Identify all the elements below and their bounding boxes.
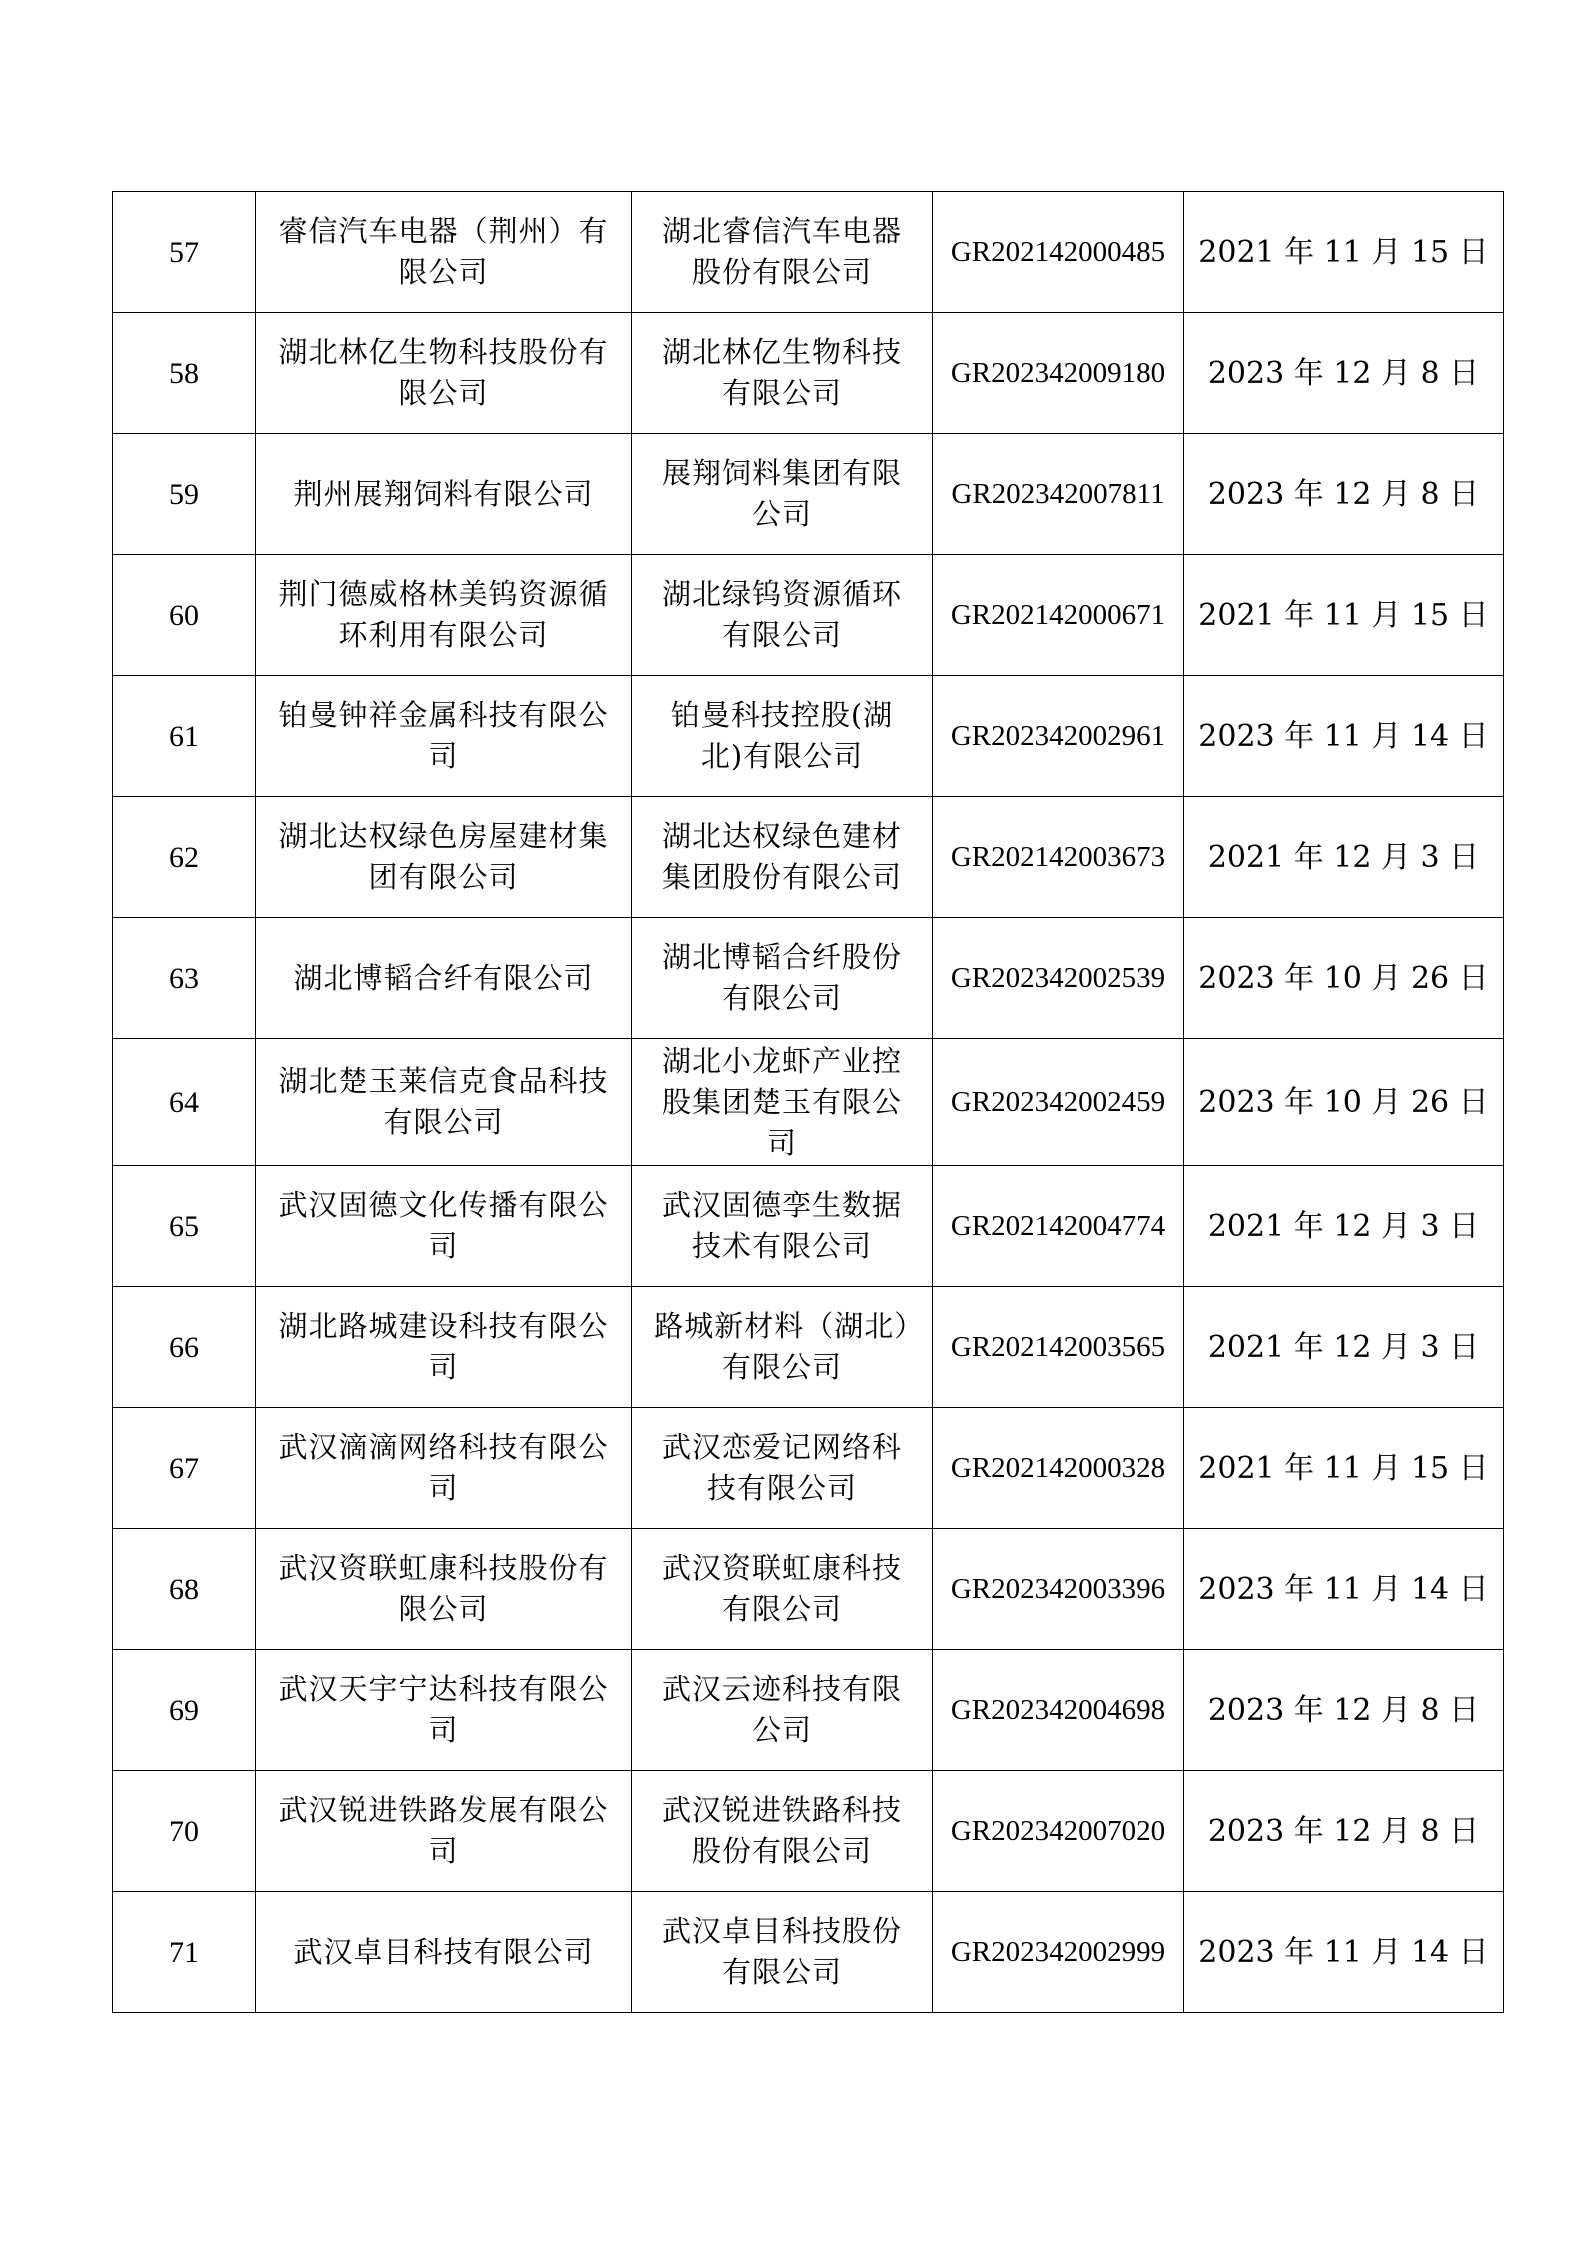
certificate-number: GR202142004774 — [933, 1166, 1184, 1287]
table-row — [113, 797, 1504, 918]
parent-company-name: 湖北林亿生物科技有限公司 — [632, 313, 933, 434]
company-name: 武汉滴滴网络科技有限公司 — [256, 1408, 632, 1529]
parent-company-name: 湖北达权绿色建材集团股份有限公司 — [632, 797, 933, 918]
table-row — [113, 1166, 1504, 1287]
issue-date: 2023 年 10 月 26 日 — [1184, 918, 1504, 1039]
issue-date: 2023 年 12 月 8 日 — [1184, 313, 1504, 434]
issue-date: 2021 年 12 月 3 日 — [1184, 1287, 1504, 1408]
parent-company-name: 湖北小龙虾产业控股集团楚玉有限公司 — [632, 1039, 933, 1166]
issue-date: 2023 年 10 月 26 日 — [1184, 1039, 1504, 1166]
company-name: 武汉天宇宁达科技有限公司 — [256, 1650, 632, 1771]
company-name: 湖北路城建设科技有限公司 — [256, 1287, 632, 1408]
certificate-number: GR202342002999 — [933, 1892, 1184, 2013]
parent-company-name: 铂曼科技控股(湖北)有限公司 — [632, 676, 933, 797]
certificate-number: GR202142003565 — [933, 1287, 1184, 1408]
certificate-number: GR202342007811 — [933, 434, 1184, 555]
table-row — [113, 313, 1504, 434]
certificate-number: GR202342004698 — [933, 1650, 1184, 1771]
issue-date: 2023 年 12 月 8 日 — [1184, 1650, 1504, 1771]
certificate-number: GR202142000485 — [933, 192, 1184, 313]
table-row — [113, 555, 1504, 676]
issue-date: 2021 年 12 月 3 日 — [1184, 797, 1504, 918]
parent-company-name: 路城新材料（湖北）有限公司 — [632, 1287, 933, 1408]
table-row — [113, 1408, 1504, 1529]
parent-company-name: 湖北博韬合纤股份有限公司 — [632, 918, 933, 1039]
certificate-number: GR202342003396 — [933, 1529, 1184, 1650]
certificate-number: GR202142003673 — [933, 797, 1184, 918]
parent-company-name: 武汉恋爱记网络科技有限公司 — [632, 1408, 933, 1529]
table-row — [113, 1529, 1504, 1650]
row-number: 61 — [113, 676, 256, 797]
company-name: 武汉资联虹康科技股份有限公司 — [256, 1529, 632, 1650]
parent-company-name: 武汉云迹科技有限公司 — [632, 1650, 933, 1771]
row-number: 63 — [113, 918, 256, 1039]
table-row — [113, 1771, 1504, 1892]
parent-company-name: 武汉资联虹康科技有限公司 — [632, 1529, 933, 1650]
table-row — [113, 1892, 1504, 2013]
row-number: 62 — [113, 797, 256, 918]
issue-date: 2023 年 11 月 14 日 — [1184, 676, 1504, 797]
row-number: 65 — [113, 1166, 256, 1287]
parent-company-name: 湖北睿信汽车电器股份有限公司 — [632, 192, 933, 313]
row-number: 58 — [113, 313, 256, 434]
parent-company-name: 武汉固德孪生数据技术有限公司 — [632, 1166, 933, 1287]
company-name: 湖北达权绿色房屋建材集团有限公司 — [256, 797, 632, 918]
issue-date: 2023 年 12 月 8 日 — [1184, 1771, 1504, 1892]
company-name: 武汉固德文化传播有限公司 — [256, 1166, 632, 1287]
company-name: 睿信汽车电器（荆州）有限公司 — [256, 192, 632, 313]
row-number: 67 — [113, 1408, 256, 1529]
issue-date: 2021 年 11 月 15 日 — [1184, 555, 1504, 676]
table-body — [113, 192, 1504, 2013]
parent-company-name: 武汉卓目科技股份有限公司 — [632, 1892, 933, 2013]
certificate-number: GR202342002459 — [933, 1039, 1184, 1166]
parent-company-name: 展翔饲料集团有限公司 — [632, 434, 933, 555]
company-name: 武汉卓目科技有限公司 — [256, 1892, 632, 2013]
issue-date: 2021 年 11 月 15 日 — [1184, 1408, 1504, 1529]
certificate-number: GR202342007020 — [933, 1771, 1184, 1892]
row-number: 70 — [113, 1771, 256, 1892]
parent-company-name: 湖北绿钨资源循环有限公司 — [632, 555, 933, 676]
row-number: 57 — [113, 192, 256, 313]
table-row — [113, 1039, 1504, 1166]
company-name: 铂曼钟祥金属科技有限公司 — [256, 676, 632, 797]
row-number: 66 — [113, 1287, 256, 1408]
parent-company-name: 武汉锐进铁路科技股份有限公司 — [632, 1771, 933, 1892]
certificate-number: GR202142000671 — [933, 555, 1184, 676]
company-name: 湖北楚玉莱信克食品科技有限公司 — [256, 1039, 632, 1166]
row-number: 71 — [113, 1892, 256, 2013]
table-row — [113, 192, 1504, 313]
row-number: 64 — [113, 1039, 256, 1166]
certificate-number: GR202342002961 — [933, 676, 1184, 797]
company-name: 湖北博韬合纤有限公司 — [256, 918, 632, 1039]
table-row — [113, 918, 1504, 1039]
row-number: 59 — [113, 434, 256, 555]
row-number: 69 — [113, 1650, 256, 1771]
issue-date: 2023 年 11 月 14 日 — [1184, 1892, 1504, 2013]
table-row — [113, 434, 1504, 555]
row-number: 60 — [113, 555, 256, 676]
table-row — [113, 676, 1504, 797]
certificate-number: GR202342002539 — [933, 918, 1184, 1039]
table-row — [113, 1650, 1504, 1771]
row-number: 68 — [113, 1529, 256, 1650]
company-name: 武汉锐进铁路发展有限公司 — [256, 1771, 632, 1892]
certificate-number: GR202342009180 — [933, 313, 1184, 434]
enterprise-table — [112, 191, 1504, 2013]
company-name: 湖北林亿生物科技股份有限公司 — [256, 313, 632, 434]
table-row — [113, 1287, 1504, 1408]
issue-date: 2021 年 11 月 15 日 — [1184, 192, 1504, 313]
certificate-number: GR202142000328 — [933, 1408, 1184, 1529]
issue-date: 2023 年 11 月 14 日 — [1184, 1529, 1504, 1650]
company-name: 荆州展翔饲料有限公司 — [256, 434, 632, 555]
company-name: 荆门德威格林美钨资源循环利用有限公司 — [256, 555, 632, 676]
issue-date: 2023 年 12 月 8 日 — [1184, 434, 1504, 555]
issue-date: 2021 年 12 月 3 日 — [1184, 1166, 1504, 1287]
